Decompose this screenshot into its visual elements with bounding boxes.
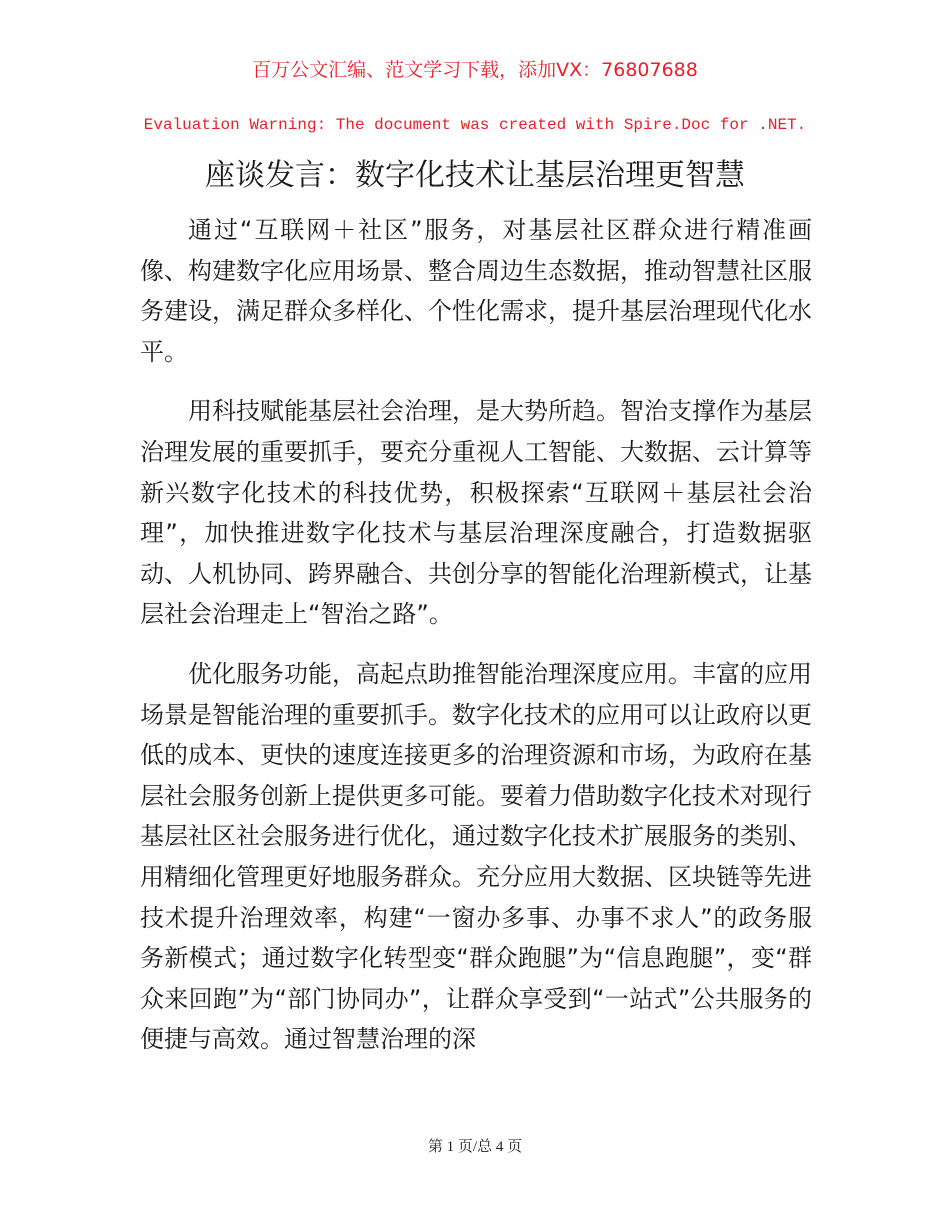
paragraph-1: 通过“互联网＋社区”服务，对基层社区群众进行精准画像、构建数字化应用场景、整合周边生态数据，推动智慧社区服务建设，满足群众多样化、个性化需求，提升基层治理现代化水平。 [140, 216, 812, 366]
evaluation-warning: Evaluation Warning: The document was created with Spire.Doc for .NET. [143, 116, 807, 134]
document-title: 座谈发言：数字化技术让基层治理更智慧 [205, 158, 745, 193]
document-body [140, 210, 812, 1079]
page-number: 第 1 页/总 4 页 [427, 1139, 523, 1155]
paragraph-3: 优化服务功能，高起点助推智能治理深度应用。丰富的应用场景是智能治理的重要抓手。数字化技术的应用可以让政府以更低的成本、更快的速度连接更多的治理资源和市场，为政府在基层社会服务创新上提供更多可能。要着力借助数字化技术对现行基层社区社会服务进行优化，通过数字化技术扩展服务的类别、用精细化管理更好地服务群众。充分应用大数据、区块链等先进技术提升治理效率，构建“一窗办多事、办事不求人”的政务服务新模式；通过数字化转型变“群众跑腿”为“信息跑腿”，变“群众来回跑”为“部门协同办”，让群众享受到“一站式”公共服务的便捷与高效。通过智慧治理的深 [140, 659, 812, 1054]
header-banner: 百万公文汇编、范文学习下载，添加VX：76807688 [252, 59, 698, 81]
paragraph-2: 用科技赋能基层社会治理，是大势所趋。智治支撑作为基层治理发展的重要抓手，要充分重视人工智能、大数据、云计算等新兴数字化技术的科技优势，积极探索“互联网＋基层社会治理”，加快推进数字化技术与基层治理深度融合，打造数据驱动、人机协同、跨界融合、共创分享的智能化治理新模式，让基层社会治理走上“智治之路”。 [140, 397, 812, 629]
